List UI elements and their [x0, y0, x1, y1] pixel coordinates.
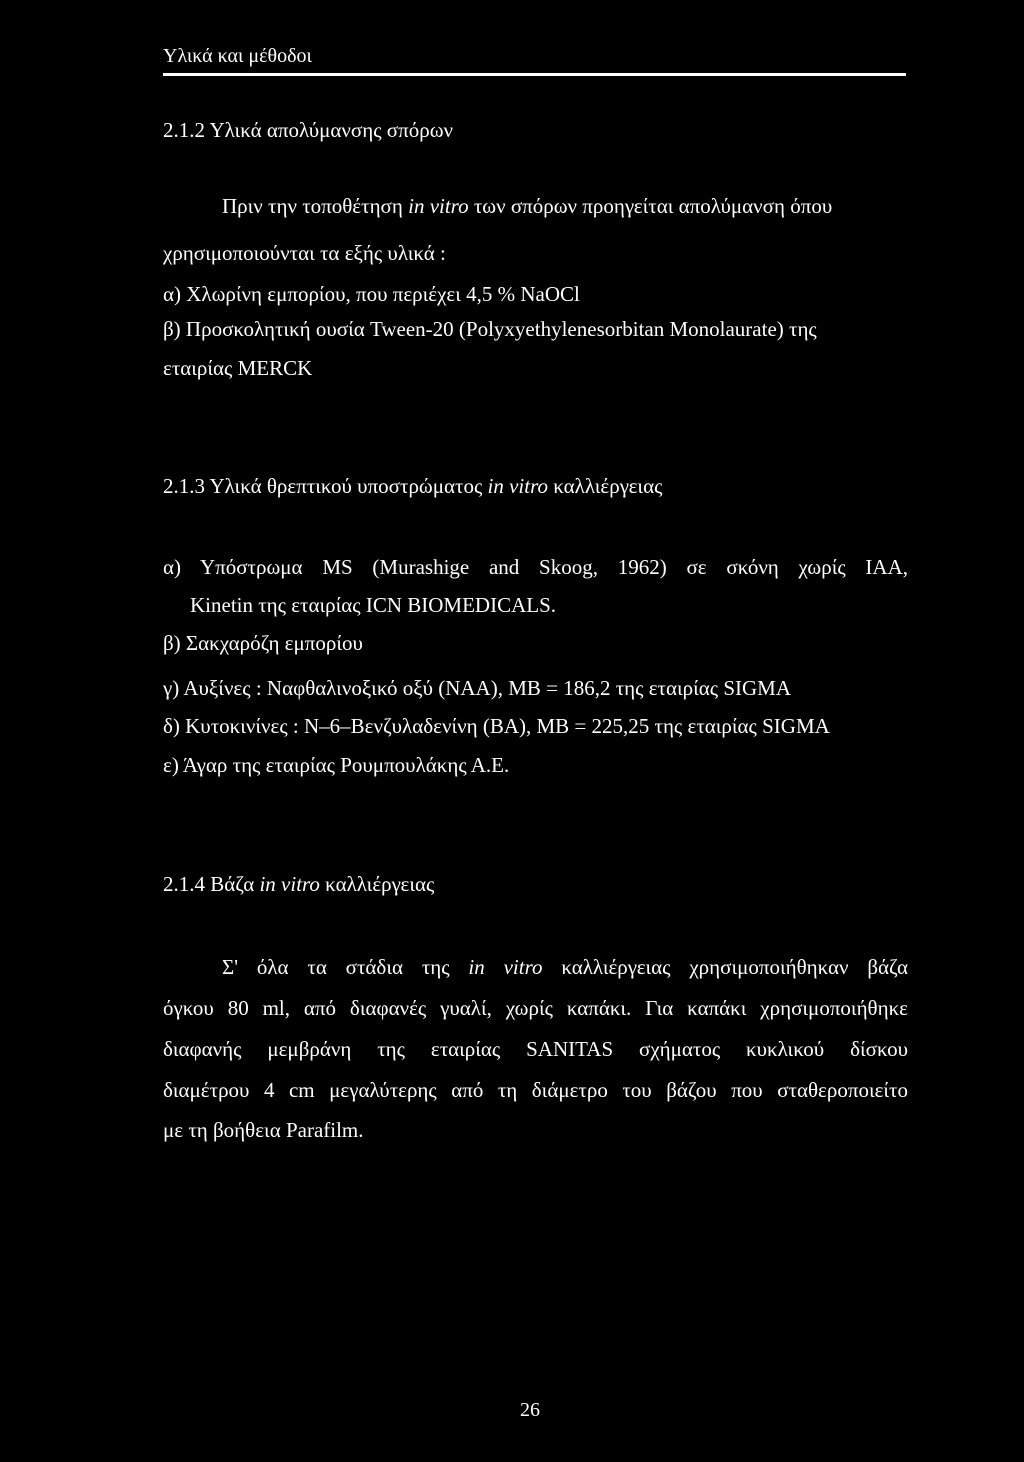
section-heading-2-1-2: 2.1.2 Υλικά απολύμανσης σπόρων — [163, 118, 454, 142]
paragraph-line: με τη βοήθεια Parafilm. — [163, 1118, 364, 1142]
list-item-b: β) Σακχαρόζη εμπορίου — [163, 631, 363, 655]
list-item-a: α) Υπόστρωμα MS (Murashige and Skoog, 1962) σε σκόνη χωρίς IAA, — [163, 555, 908, 579]
list-item-b-continued: εταιρίας MERCK — [163, 356, 313, 380]
list-item-a: α) Χλωρίνη εμπορίου, που περιέχει 4,5 % NaOCl — [163, 282, 580, 306]
heading-text: καλλιέργειας — [319, 872, 435, 896]
list-item-e: ε) Άγαρ της εταιρίας Ρουμπουλάκης Α.Ε. — [163, 753, 510, 777]
italic-term: in vitro — [487, 474, 548, 498]
page-number: 26 — [520, 1399, 540, 1421]
section-heading-2-1-4 — [163, 871, 434, 897]
heading-text: 2.1.4 Βάζα — [163, 872, 260, 896]
list-item-b: β) Προσκολητική ουσία Tween-20 (Polyxyethylenesorbitan Monolaurate) της — [163, 317, 817, 341]
paragraph-line: χρησιμοποιούνται τα εξής υλικά : — [163, 241, 446, 265]
italic-term: in vitro — [408, 194, 469, 218]
paragraph-line: όγκου 80 ml, από διαφανές γυαλί, χωρίς καπάκι. Για καπάκι χρησιμοποιήθηκε — [163, 996, 908, 1020]
text-run: Πριν την τοποθέτηση — [222, 194, 409, 218]
text-run: των σπόρων προηγείται απολύμανση όπου — [468, 194, 833, 218]
italic-term: in vitro — [259, 872, 320, 896]
list-item-c: γ) Αυξίνες : Ναφθαλινοξικό οξύ (ΝΑΑ), ΜΒ = 186,2 της εταιρίας SIGMA — [163, 676, 791, 700]
text-run: Σ' όλα τα στάδια της — [222, 955, 469, 979]
heading-text: 2.1.3 Υλικά θρεπτικού υποστρώματος — [163, 474, 488, 498]
paragraph-line: διαφανής μεμβράνη της εταιρίας SANITAS σχήματος κυκλικού δίσκου — [163, 1037, 908, 1061]
list-item-d: δ) Κυτοκινίνες : Ν–6–Βενζυλαδενίνη (ΒΑ), ΜΒ = 225,25 της εταιρίας SIGMA — [163, 714, 830, 738]
list-item-a-continued: Kinetin της εταιρίας ICN BIOMEDICALS. — [190, 593, 557, 617]
paragraph-line — [222, 954, 908, 980]
italic-term: in vitro — [468, 955, 543, 979]
section-heading-2-1-3 — [163, 473, 662, 499]
text-run: καλλιέργειας χρησιμοποιήθηκαν βάζα — [542, 955, 908, 979]
paragraph-line — [222, 193, 832, 219]
paragraph-line: διαμέτρου 4 cm μεγαλύτερης από τη διάμετρο του βάζου που σταθεροποιείτο — [163, 1078, 908, 1102]
header-rule — [163, 73, 906, 76]
heading-text: καλλιέργειας — [547, 474, 663, 498]
running-header: Υλικά και μέθοδοι — [163, 45, 312, 67]
